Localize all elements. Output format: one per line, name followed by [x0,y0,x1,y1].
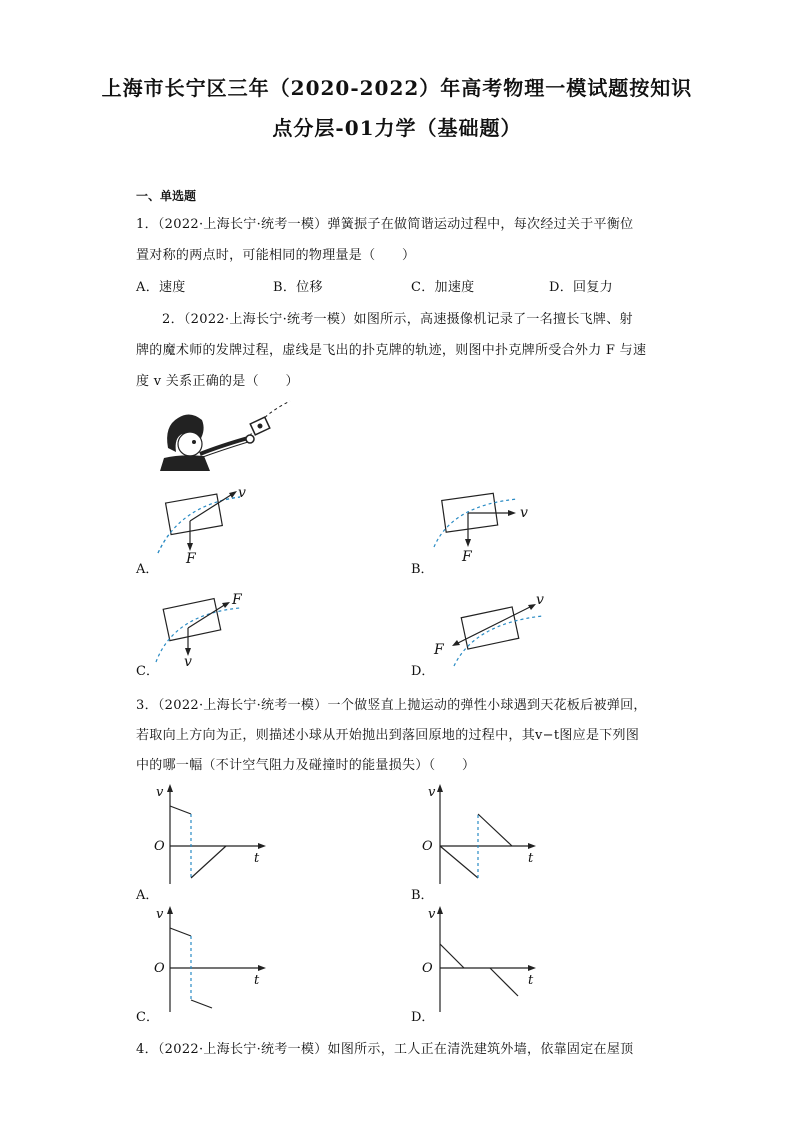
q1-text-line2: 置对称的两点时，可能相同的物理量是（ ） [136,248,416,263]
q2-b-v-label: v [520,505,528,521]
q2-text-line1: 2．（2022·上海长宁·统考一模）如图所示，高速摄像机记录了一名擅长飞牌、射 [162,312,633,327]
q2-diagram-a [150,485,260,565]
q3-a-O-label: O [154,839,165,854]
q3-text-line1: 3．（2022·上海长宁·统考一模）一个做竖直上抛运动的弹性小球遇到天花板后被弹回， [136,698,647,713]
q3-text-line2: 若取向上方向为正，则描述小球从开始抛出到落回原地的过程中，其v−t图应是下列图 [136,728,640,743]
q2-option-b: B． [411,562,434,577]
q2-c-F-label: F [232,592,242,608]
q2-option-c: C． [136,664,159,679]
q3-text-line3: 中的哪一幅（不计空气阻力及碰撞时的能量损失）（ ） [136,758,476,773]
magician-illustration [160,396,300,471]
q2-d-v-label: v [536,592,544,608]
q2-b-F-label: F [462,549,472,565]
q3-b-v-label: v [428,785,436,800]
q3-d-v-label: v [428,907,436,922]
q1-text-line1: 1．（2022·上海长宁·统考一模）弹簧振子在做简谐运动过程中，每次经过关于平衡位 [136,217,634,232]
q3-b-O-label: O [422,839,433,854]
q1-option-a: A．速度 [136,280,186,295]
q2-a-F-label: F [186,551,196,567]
q3-c-t-label: t [254,973,260,988]
q3-option-a: A． [136,888,159,903]
q1-option-c: C．加速度 [411,280,475,295]
q2-diagram-c [150,590,260,670]
q1-option-b: B．位移 [273,280,323,295]
q2-diagram-b [428,485,538,565]
page-title-line1: 上海市长宁区三年（2020-2022）年高考物理一模试题按知识 [101,76,693,100]
q3-b-t-label: t [528,851,534,866]
q2-option-d: D． [411,664,435,679]
q3-option-d: D． [411,1010,435,1025]
q4-text-line1: 4．（2022·上海长宁·统考一模）如图所示，工人正在清洗建筑外墙，依靠固定在屋顶 [136,1042,634,1057]
q3-graph-a [150,782,280,892]
q2-d-F-label: F [434,642,444,658]
q3-graph-c [150,904,280,1014]
q1-option-d: D．回复力 [549,280,613,295]
q3-graph-d [422,904,558,1014]
q3-d-t-label: t [528,973,534,988]
q3-option-c: C． [136,1010,159,1025]
page-title-line2: 点分层-01力学（基础题） [272,116,522,140]
q3-graph-b [422,782,558,892]
q2-diagram-d [428,590,548,670]
q2-c-v-label: v [184,654,192,670]
q2-a-v-label: v [238,485,246,501]
q3-c-O-label: O [154,961,165,976]
q3-d-O-label: O [422,961,433,976]
q3-c-v-label: v [156,907,164,922]
q2-text-line2: 牌的魔术师的发牌过程，虚线是飞出的扑克牌的轨迹，则图中扑克牌所受合外力 F 与速 [136,343,647,358]
q3-option-b: B． [411,888,434,903]
q3-a-v-label: v [156,785,164,800]
q3-a-t-label: t [254,851,260,866]
section-heading: 一、单选题 [136,189,197,203]
q2-text-line3: 度 v 关系正确的是（ ） [136,374,299,389]
q2-option-a: A． [136,562,159,577]
